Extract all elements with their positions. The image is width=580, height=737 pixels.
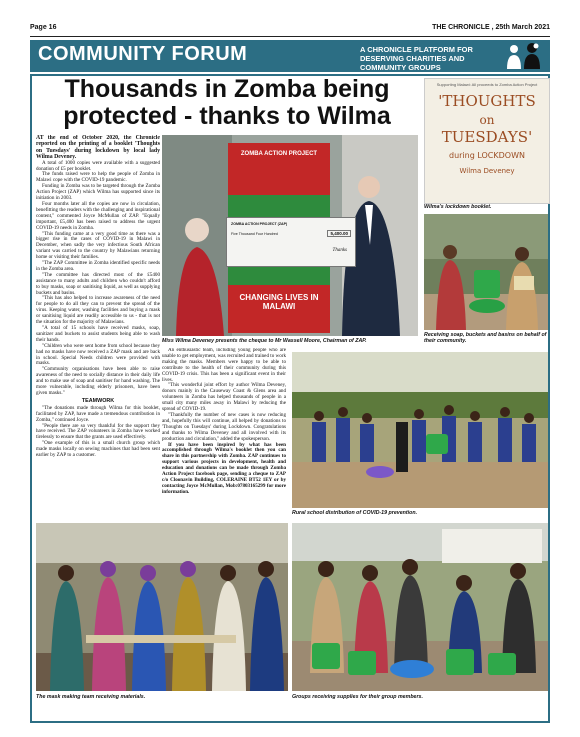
paragraph: The funds raised were to help the people of Zomba in Malawi cope with the COVID-19 pandemic. (36, 171, 160, 184)
paper-date: THE CHRONICLE , 25th March 2021 (432, 24, 550, 31)
caption-school: Rural school distribution of COVID-19 prevention. (292, 510, 418, 516)
paragraph: Four months later all the copies are now in circulation, benefitting the readers with the challenging and inspirational content," commented Joyce McMullan of ZAP. "Equally important, £5,400 has been raised to address the urgent COVID-19 needs in Zomba. (36, 200, 160, 231)
page-masthead (30, 24, 550, 36)
groups-scene (292, 523, 548, 691)
section-title: COMMUNITY FORUM (38, 43, 248, 65)
article-lead: AT the end of October 2020, the Chronicle reported on the printing of a booklet 'Thoughts on Tuesdays' during lockdown by local lady Wilma Deveney. (36, 135, 160, 161)
banner-text: ZOMBA ACTION PROJECT (240, 151, 318, 157)
caption-mask-team: The mask making team receiving materials. (36, 694, 146, 700)
paragraph: "A total of 15 schools have received masks, soap, sanitizer and buckets to assist students being able to wash their hands. (36, 325, 160, 343)
booklet-header: Supporting Malawi: All proceeds to Zomba Action Project (436, 82, 538, 87)
paragraph: An enthusiastic team, including young people who are unable to get employment, was recruited and trained to work making the masks. Members were happy to be able to contribute to the health of their community during this COVID-19 crisis. This has been a significant event in their lives. (162, 348, 286, 383)
cheque-amount: 5,400.00 (327, 230, 351, 237)
photo-cheque-presentation (162, 135, 418, 336)
paragraph: "This funding came at a very good time as there was a bigger rise in the cases of COVID-19 in Malawi in December, when sadly the very infectious South African variant was carried to the country by Malawians returning home or visiting their families. (36, 230, 160, 261)
call-to-action: If you have been inspired by what has been accomplished through Wilma's booklet then you can share in this partnership with Zomba. ZAP continues to support various projects in development, health and education and donations can be made through Zomba Action Project facebook page, sending a cheque to ZAP c/o Cloonavin Building, COLERAINE BT52 1EY or by contacting Joyce McMullan, Mob:07803165299 for more information. (162, 441, 286, 495)
soap-scene (424, 214, 548, 330)
big-cheque (226, 217, 356, 267)
photo-groups-supplies (292, 523, 548, 691)
article-column-2 (162, 348, 286, 510)
article-column-1 (36, 135, 160, 509)
cheque-payee: ZOMBA ACTION PROJECT (ZAP) (231, 222, 288, 226)
cheque-signature: Thanks (332, 248, 347, 253)
subheading: TEAMWORK (81, 397, 115, 404)
photo-booklet-cover (424, 78, 550, 204)
article-headline: Thousands in Zomba being protected - thanks to Wilma (63, 75, 391, 130)
caption-booklet: Wilma's lockdown booklet. (424, 204, 492, 210)
paragraph: "Community organisations have been able to raise awareness of the need to socially distance in their daily life and to make use of soap and sanitiser for hand washing. The more vulnerable, including elderly prisoners, have been given masks." (36, 366, 160, 396)
booklet-title-line-3: TUESDAYS' (441, 128, 533, 146)
banner-bottom-text: CHANGING LIVES IN MALAWI (239, 293, 319, 311)
paragraph: "One example of this is a small church group which made masks locally on sewing machines that had been sent earlier by ZAP to a customer. (36, 440, 160, 459)
paragraph: Funding in Zomba was to be targeted through the Zomba Action Project (ZAP) which Wilma has supported since its initiation in 2003. (36, 183, 160, 202)
photo-rural-school (292, 352, 548, 508)
masthead-rule (30, 36, 550, 37)
booklet-title-line-1: 'THOUGHTS (438, 92, 536, 110)
booklet-author: Wilma Deveney (459, 167, 515, 175)
section-banner (30, 40, 550, 72)
photo-soap-buckets (424, 214, 548, 330)
paragraph: "Thankfully the number of new cases is now reducing and, hopefully this will continue, all helped by donations to 'Thoughts on Tuesdays' during Lockdown. Congratulations and thanks to Wilma Deveney and all involved with its production and circulation," added the spokesperson. (162, 411, 286, 442)
paragraph: A total of 1000 copies were available with a suggested donation of £5 per booklet. (36, 159, 160, 172)
paragraph: "The donations made through Wilma for this booklet, facilitated by ZAP, have made a tremendous contribution in Zomba," continued Joyce. (36, 404, 160, 423)
caption-cheque: Miss Wilma Deveney presents the cheque to Mr Wassell Moore, Chairman of ZAP. (162, 338, 367, 344)
school-scene (292, 352, 548, 508)
caption-groups: Groups receiving supplies for their group members. (292, 694, 423, 700)
mask-team-scene (36, 523, 288, 691)
cheque-words: Five Thousand Four Hundred (231, 232, 278, 236)
page-number: Page 16 (30, 24, 57, 31)
paragraph: "This wonderful joint effort by author Wilma Deveney, donors mainly in the Causeway Coast & Glens area and volunteers in Zomba has helped thousands of people in a small city many miles away in Malawi by reducing the spread of COVID-19. (162, 382, 286, 413)
paragraph: "Children who were sent home from school because they had no masks have now received a ZAP mask and are back in school. Special Needs children were provided with masks. (36, 342, 160, 367)
caption-soap: Receiving soap, buckets and basins on behalf of their community. (424, 332, 547, 344)
paragraph: "This has also helped to increase awareness of the need for people to do all they can to prevent the spread of the virus. Keeping water, washing facilities and buying a mask or sanitising liquid are readily accessible to us - that is not the situation for the majority of Malawians. (36, 295, 160, 326)
booklet-title-line-2: on (479, 113, 495, 127)
paragraph: "The ZAP Committee in Zomba identified specific needs in the Zomba area. (36, 260, 160, 272)
section-tagline: A CHRONICLE PLATFORM FOR DESERVING CHARITIES AND COMMUNITY GROUPS (360, 45, 473, 72)
photo-mask-team (36, 523, 288, 691)
people-icon (504, 42, 544, 70)
paragraph: "The committee has directed most of the £5400 assistance to many adults and children who couldn't afford to buy masks, soap or sanitising liquid, as well as supplying buckets and basins. (36, 271, 160, 296)
booklet-subtitle: during LOCKDOWN (448, 151, 525, 160)
paragraph: "People there are so very thankful for the support they have received. The ZAP volunteers in Zomba have worked tirelessly to ensure that the grants are used effectively. (36, 422, 160, 441)
